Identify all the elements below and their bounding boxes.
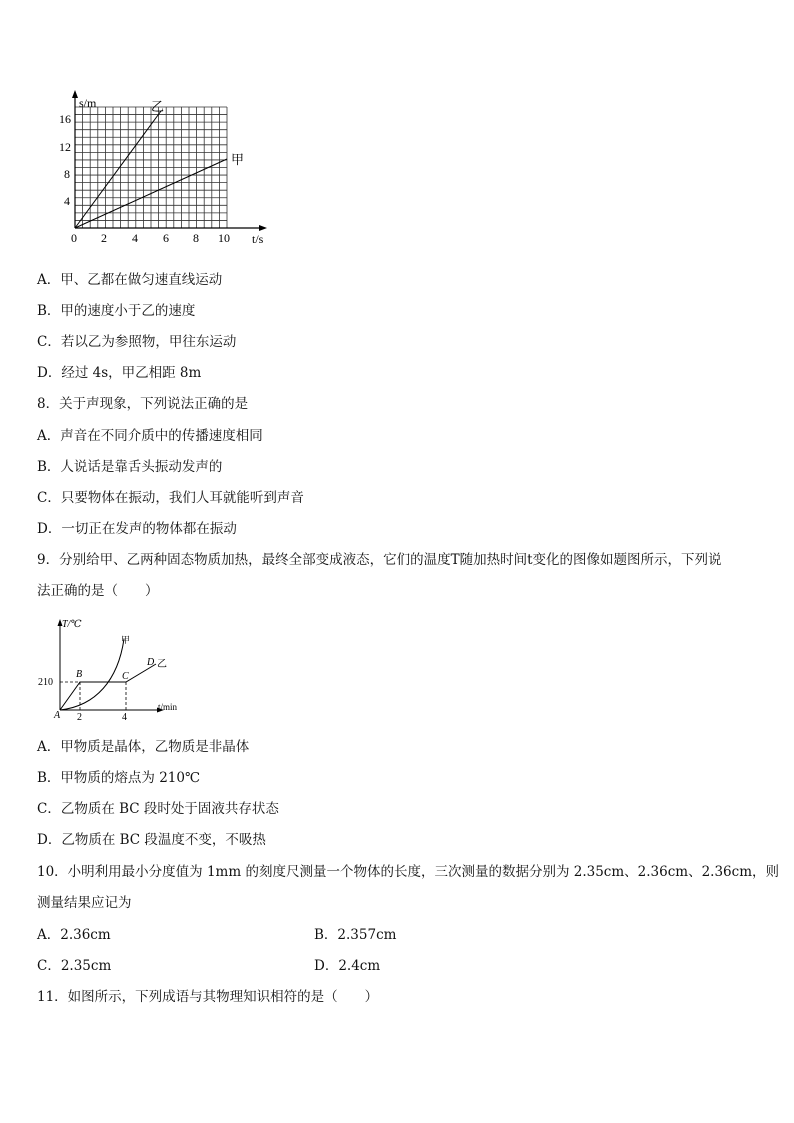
st-graph-figure [55, 88, 285, 250]
point-d-label: D [147, 657, 155, 668]
x-tick-0: 0 [71, 231, 77, 245]
q8-stem: 8．关于声现象，下列说法正确的是 [37, 396, 249, 412]
x-tick-2: 2 [101, 231, 107, 245]
y-axis-arrow-icon [72, 90, 78, 98]
x-tick-2: 2 [77, 712, 82, 722]
line-yi [75, 111, 161, 228]
x-tick-4: 4 [122, 712, 127, 722]
y-tick-12: 12 [59, 140, 71, 154]
q8-option-a: A．声音在不同介质中的传播速度相同 [37, 428, 263, 444]
curve-jia [60, 639, 124, 710]
q10-option-b: B．2.357cm [314, 927, 397, 943]
point-b-label: B [76, 669, 83, 680]
q7-option-a: A．甲、乙都在做匀速直线运动 [37, 272, 223, 288]
y-tick-8: 8 [64, 167, 70, 181]
curve-yi [60, 664, 156, 710]
curve-yi-label: 乙 [157, 659, 167, 670]
y-tick-210: 210 [38, 677, 53, 688]
x-axis-arrow-icon [259, 225, 267, 231]
q9-option-d: D．乙物质在 BC 段温度不变，不吸热 [37, 832, 266, 848]
line-jia-label: 甲 [231, 152, 245, 167]
y-axis-label: T/℃ [62, 619, 82, 630]
q9-option-a: A．甲物质是晶体，乙物质是非晶体 [37, 739, 250, 755]
x-tick-6: 6 [163, 231, 169, 245]
x-tick-8: 8 [193, 231, 199, 245]
q11-stem: 11．如图所示，下列成语与其物理知识相符的是（ ） [37, 989, 379, 1005]
q8-option-b: B．人说话是靠舌头振动发声的 [37, 459, 223, 475]
point-a-label: A [54, 710, 61, 721]
q10-option-c: C．2.35cm [37, 958, 112, 974]
heating-graph-figure [36, 614, 192, 722]
x-axis-label: t/s [252, 232, 264, 246]
q9-stem-line2: 法正确的是（ ） [37, 583, 159, 599]
q10-stem-line1: 10．小明利用最小分度值为 1mm 的刻度尺测量一个物体的长度，三次测量的数据分别为 2.35cm、2.36cm、2.36cm，则 [37, 864, 780, 880]
q9-stem-line1: 9．分别给甲、乙两种固态物质加热，最终全部变成液态，它们的温度T随加热时间t变化的图像如题图所示，下列说 [37, 552, 722, 568]
q7-option-d: D．经过 4s，甲乙相距 8m [37, 365, 202, 381]
q10-option-a: A．2.36cm [37, 927, 111, 943]
y-tick-16: 16 [59, 112, 71, 126]
line-yi-label: 乙 [151, 99, 165, 114]
q8-option-d: D．一切正在发声的物体都在振动 [37, 521, 237, 537]
q9-option-c: C．乙物质在 BC 段时处于固液共存状态 [37, 801, 279, 817]
q9-option-b: B．甲物质的熔点为 210℃ [37, 770, 201, 786]
x-axis-label: t/min [158, 702, 178, 712]
q10-stem-line2: 测量结果应记为 [37, 895, 132, 911]
x-tick-4: 4 [132, 231, 138, 245]
curve-jia-label: 甲 [121, 635, 131, 645]
point-c-label: C [122, 671, 129, 682]
q7-option-c: C．若以乙为参照物，甲往东运动 [37, 334, 237, 350]
y-axis-label: s/m [79, 96, 97, 110]
y-tick-4: 4 [64, 194, 70, 208]
q7-option-b: B．甲的速度小于乙的速度 [37, 303, 196, 319]
q8-option-c: C．只要物体在振动，我们人耳就能听到声音 [37, 490, 304, 506]
x-tick-10: 10 [218, 231, 230, 245]
q10-option-d: D．2.4cm [314, 958, 381, 974]
